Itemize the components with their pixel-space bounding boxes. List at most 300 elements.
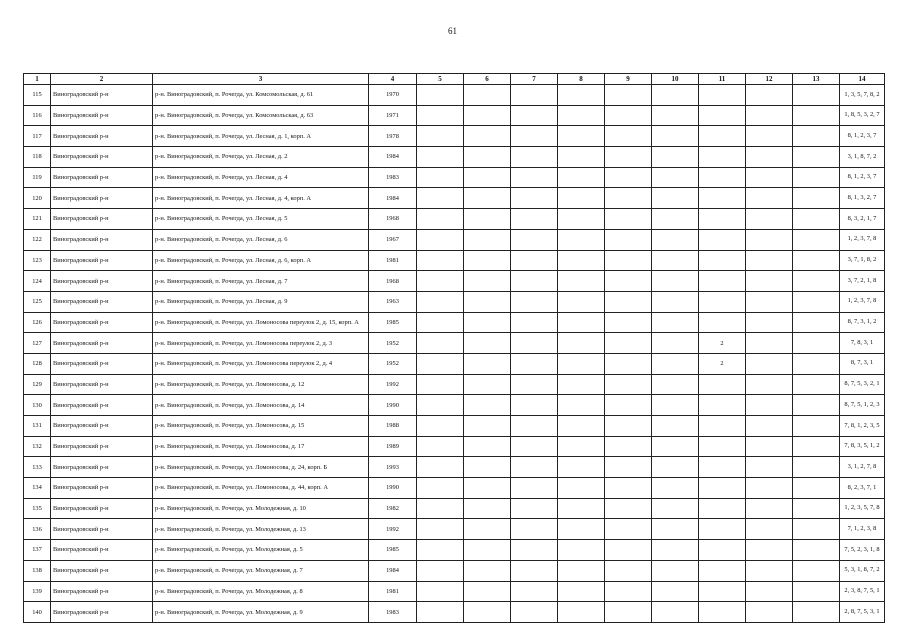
column-7-cell: [511, 602, 558, 623]
column-6-cell: [464, 188, 511, 209]
column-10-cell: [652, 540, 699, 561]
column-8-cell: [558, 147, 605, 168]
column-7-cell: [511, 395, 558, 416]
column-7-cell: [511, 478, 558, 499]
address-cell: р-н. Виноградовский, п. Рочегда, ул. Ломоносова переулок 2, д. 4: [153, 353, 369, 374]
column-8-cell: [558, 436, 605, 457]
column-6-cell: [464, 457, 511, 478]
column-12-cell: [746, 540, 793, 561]
column-8-cell: [558, 250, 605, 271]
column-8-cell: [558, 105, 605, 126]
column-6-cell: [464, 498, 511, 519]
header-row: [24, 74, 885, 85]
column-9-cell: [605, 560, 652, 581]
column-9-cell: [605, 209, 652, 230]
column-12-cell: [746, 229, 793, 250]
column-14-cell: 2, 3, 8, 7, 5, 1: [840, 581, 885, 602]
column-11-cell: [699, 478, 746, 499]
column-12-cell: [746, 333, 793, 354]
column-14-cell: 1, 2, 3, 7, 8: [840, 291, 885, 312]
column-header-9: 9: [605, 74, 652, 85]
row-number-cell: 128: [24, 353, 51, 374]
year-cell: 1984: [369, 147, 417, 168]
column-12-cell: [746, 416, 793, 437]
column-7-cell: [511, 85, 558, 106]
row-number-cell: 137: [24, 540, 51, 561]
column-12-cell: [746, 147, 793, 168]
column-11-cell: [699, 250, 746, 271]
column-12-cell: [746, 602, 793, 623]
column-13-cell: [793, 105, 840, 126]
column-5-cell: [417, 229, 464, 250]
column-9-cell: [605, 105, 652, 126]
column-8-cell: [558, 291, 605, 312]
column-6-cell: [464, 126, 511, 147]
column-13-cell: [793, 540, 840, 561]
column-8-cell: [558, 457, 605, 478]
table-row: [24, 312, 885, 333]
row-number-cell: 138: [24, 560, 51, 581]
year-cell: 1988: [369, 416, 417, 437]
column-13-cell: [793, 271, 840, 292]
column-10-cell: [652, 457, 699, 478]
column-12-cell: [746, 498, 793, 519]
column-10-cell: [652, 602, 699, 623]
column-10-cell: [652, 271, 699, 292]
column-8-cell: [558, 395, 605, 416]
column-6-cell: [464, 209, 511, 230]
column-8-cell: [558, 560, 605, 581]
column-7-cell: [511, 519, 558, 540]
column-5-cell: [417, 416, 464, 437]
column-14-cell: 8, 7, 3, 1: [840, 353, 885, 374]
row-number-cell: 121: [24, 209, 51, 230]
column-13-cell: [793, 209, 840, 230]
address-cell: р-н. Виноградовский, п. Рочегда, ул. Ломоносова, д. 24, корп. Б: [153, 457, 369, 478]
column-11-cell: [699, 519, 746, 540]
row-number-cell: 122: [24, 229, 51, 250]
column-13-cell: [793, 85, 840, 106]
table-row: [24, 602, 885, 623]
year-cell: 1983: [369, 167, 417, 188]
column-13-cell: [793, 291, 840, 312]
district-cell: Виноградовский р-н: [51, 167, 153, 188]
column-14-cell: 8, 7, 3, 1, 2: [840, 312, 885, 333]
column-6-cell: [464, 416, 511, 437]
column-9-cell: [605, 312, 652, 333]
row-number-cell: 140: [24, 602, 51, 623]
table-row: [24, 85, 885, 106]
address-cell: р-н. Виноградовский, п. Рочегда, ул. Лесная, д. 4, корп. А: [153, 188, 369, 209]
column-13-cell: [793, 519, 840, 540]
column-9-cell: [605, 374, 652, 395]
district-cell: Виноградовский р-н: [51, 395, 153, 416]
table-row: [24, 374, 885, 395]
column-12-cell: [746, 374, 793, 395]
column-10-cell: [652, 229, 699, 250]
column-9-cell: [605, 229, 652, 250]
column-8-cell: [558, 229, 605, 250]
address-cell: р-н. Виноградовский, п. Рочегда, ул. Лесная, д. 1, корп. А: [153, 126, 369, 147]
district-cell: Виноградовский р-н: [51, 498, 153, 519]
column-6-cell: [464, 229, 511, 250]
column-11-cell: [699, 271, 746, 292]
column-14-cell: 2, 8, 7, 5, 3, 1: [840, 602, 885, 623]
table-row: [24, 188, 885, 209]
column-14-cell: 7, 1, 2, 3, 8: [840, 519, 885, 540]
column-8-cell: [558, 188, 605, 209]
column-10-cell: [652, 105, 699, 126]
address-cell: р-н. Виноградовский, п. Рочегда, ул. Молодежная, д. 8: [153, 581, 369, 602]
district-cell: Виноградовский р-н: [51, 581, 153, 602]
district-cell: Виноградовский р-н: [51, 540, 153, 561]
column-13-cell: [793, 126, 840, 147]
column-8-cell: [558, 312, 605, 333]
district-cell: Виноградовский р-н: [51, 250, 153, 271]
column-7-cell: [511, 457, 558, 478]
column-8-cell: [558, 416, 605, 437]
column-10-cell: [652, 374, 699, 395]
column-7-cell: [511, 188, 558, 209]
column-7-cell: [511, 560, 558, 581]
column-11-cell: [699, 209, 746, 230]
column-6-cell: [464, 312, 511, 333]
table-row: [24, 560, 885, 581]
address-cell: р-н. Виноградовский, п. Рочегда, ул. Молодежная, д. 7: [153, 560, 369, 581]
column-10-cell: [652, 291, 699, 312]
district-cell: Виноградовский р-н: [51, 478, 153, 499]
column-13-cell: [793, 333, 840, 354]
year-cell: 1963: [369, 291, 417, 312]
column-14-cell: 1, 2, 3, 5, 7, 8: [840, 498, 885, 519]
column-11-cell: [699, 167, 746, 188]
row-number-cell: 132: [24, 436, 51, 457]
column-5-cell: [417, 126, 464, 147]
column-5-cell: [417, 85, 464, 106]
year-cell: 1989: [369, 436, 417, 457]
column-9-cell: [605, 581, 652, 602]
row-number-cell: 116: [24, 105, 51, 126]
address-cell: р-н. Виноградовский, п. Рочегда, ул. Ломоносова переулок 2, д. 3: [153, 333, 369, 354]
column-10-cell: [652, 209, 699, 230]
column-9-cell: [605, 167, 652, 188]
column-13-cell: [793, 188, 840, 209]
column-5-cell: [417, 395, 464, 416]
column-12-cell: [746, 436, 793, 457]
table-row: [24, 271, 885, 292]
table-row: [24, 395, 885, 416]
column-8-cell: [558, 271, 605, 292]
district-cell: Виноградовский р-н: [51, 85, 153, 106]
column-14-cell: 1, 8, 5, 3, 2, 7: [840, 105, 885, 126]
column-header-5: 5: [417, 74, 464, 85]
column-7-cell: [511, 312, 558, 333]
column-5-cell: [417, 353, 464, 374]
column-10-cell: [652, 395, 699, 416]
table-row: [24, 498, 885, 519]
column-6-cell: [464, 540, 511, 561]
row-number-cell: 119: [24, 167, 51, 188]
table-row: [24, 457, 885, 478]
column-12-cell: [746, 105, 793, 126]
year-cell: 1984: [369, 560, 417, 581]
column-5-cell: [417, 560, 464, 581]
column-7-cell: [511, 147, 558, 168]
row-number-cell: 136: [24, 519, 51, 540]
row-number-cell: 135: [24, 498, 51, 519]
address-cell: р-н. Виноградовский, п. Рочегда, ул. Ломоносова, д. 12: [153, 374, 369, 395]
column-5-cell: [417, 209, 464, 230]
column-9-cell: [605, 602, 652, 623]
column-14-cell: 8, 1, 2, 3, 7: [840, 167, 885, 188]
row-number-cell: 117: [24, 126, 51, 147]
column-13-cell: [793, 167, 840, 188]
column-11-cell: [699, 581, 746, 602]
column-8-cell: [558, 519, 605, 540]
column-14-cell: 7, 8, 3, 5, 1, 2: [840, 436, 885, 457]
column-13-cell: [793, 498, 840, 519]
column-5-cell: [417, 333, 464, 354]
column-9-cell: [605, 457, 652, 478]
district-cell: Виноградовский р-н: [51, 291, 153, 312]
column-7-cell: [511, 416, 558, 437]
column-5-cell: [417, 188, 464, 209]
column-14-cell: 8, 7, 5, 1, 2, 3: [840, 395, 885, 416]
column-12-cell: [746, 291, 793, 312]
column-header-4: 4: [369, 74, 417, 85]
column-10-cell: [652, 560, 699, 581]
district-cell: Виноградовский р-н: [51, 333, 153, 354]
column-7-cell: [511, 167, 558, 188]
column-11-cell: [699, 457, 746, 478]
column-10-cell: [652, 353, 699, 374]
column-5-cell: [417, 519, 464, 540]
table-row: [24, 105, 885, 126]
row-number-cell: 139: [24, 581, 51, 602]
year-cell: 1971: [369, 105, 417, 126]
year-cell: 1968: [369, 209, 417, 230]
column-10-cell: [652, 333, 699, 354]
column-6-cell: [464, 333, 511, 354]
column-14-cell: 1, 2, 3, 7, 8: [840, 229, 885, 250]
column-7-cell: [511, 209, 558, 230]
column-10-cell: [652, 519, 699, 540]
column-header-2: 2: [51, 74, 153, 85]
column-9-cell: [605, 188, 652, 209]
address-cell: р-н. Виноградовский, п. Рочегда, ул. Лесная, д. 7: [153, 271, 369, 292]
table-row: [24, 416, 885, 437]
year-cell: 1993: [369, 457, 417, 478]
column-11-cell: [699, 416, 746, 437]
column-9-cell: [605, 250, 652, 271]
address-cell: р-н. Виноградовский, п. Рочегда, ул. Ломоносова, д. 15: [153, 416, 369, 437]
column-5-cell: [417, 457, 464, 478]
column-6-cell: [464, 353, 511, 374]
column-6-cell: [464, 436, 511, 457]
column-7-cell: [511, 436, 558, 457]
column-11-cell: [699, 229, 746, 250]
column-11-cell: [699, 560, 746, 581]
column-12-cell: [746, 188, 793, 209]
column-10-cell: [652, 436, 699, 457]
building-register-table: [23, 73, 885, 623]
column-12-cell: [746, 312, 793, 333]
column-6-cell: [464, 602, 511, 623]
column-14-cell: 8, 1, 2, 3, 7: [840, 126, 885, 147]
column-5-cell: [417, 291, 464, 312]
column-10-cell: [652, 312, 699, 333]
year-cell: 1978: [369, 126, 417, 147]
address-cell: р-н. Виноградовский, п. Рочегда, ул. Лесная, д. 6, корп. А: [153, 250, 369, 271]
column-12-cell: [746, 395, 793, 416]
row-number-cell: 126: [24, 312, 51, 333]
column-11-cell: [699, 85, 746, 106]
column-10-cell: [652, 167, 699, 188]
column-6-cell: [464, 560, 511, 581]
column-13-cell: [793, 353, 840, 374]
column-5-cell: [417, 540, 464, 561]
column-11-cell: [699, 126, 746, 147]
column-6-cell: [464, 374, 511, 395]
district-cell: Виноградовский р-н: [51, 147, 153, 168]
column-5-cell: [417, 105, 464, 126]
address-cell: р-н. Виноградовский, п. Рочегда, ул. Лесная, д. 6: [153, 229, 369, 250]
column-6-cell: [464, 478, 511, 499]
column-6-cell: [464, 395, 511, 416]
column-6-cell: [464, 167, 511, 188]
column-header-3: 3: [153, 74, 369, 85]
column-12-cell: [746, 560, 793, 581]
column-8-cell: [558, 126, 605, 147]
year-cell: 1967: [369, 229, 417, 250]
column-11-cell: [699, 498, 746, 519]
column-header-8: 8: [558, 74, 605, 85]
column-11-cell: 2: [699, 353, 746, 374]
table-row: [24, 478, 885, 499]
column-11-cell: [699, 147, 746, 168]
row-number-cell: 130: [24, 395, 51, 416]
column-9-cell: [605, 353, 652, 374]
table-row: [24, 291, 885, 312]
district-cell: Виноградовский р-н: [51, 602, 153, 623]
column-11-cell: [699, 602, 746, 623]
year-cell: 1985: [369, 540, 417, 561]
year-cell: 1981: [369, 250, 417, 271]
column-11-cell: [699, 395, 746, 416]
year-cell: 1984: [369, 188, 417, 209]
column-6-cell: [464, 105, 511, 126]
column-header-7: 7: [511, 74, 558, 85]
row-number-cell: 134: [24, 478, 51, 499]
row-number-cell: 123: [24, 250, 51, 271]
column-7-cell: [511, 126, 558, 147]
address-cell: р-н. Виноградовский, п. Рочегда, ул. Молодежная, д. 9: [153, 602, 369, 623]
column-8-cell: [558, 478, 605, 499]
column-13-cell: [793, 478, 840, 499]
column-13-cell: [793, 374, 840, 395]
column-14-cell: 7, 8, 3, 1: [840, 333, 885, 354]
year-cell: 1983: [369, 602, 417, 623]
column-11-cell: [699, 374, 746, 395]
table-header: [24, 74, 885, 85]
district-cell: Виноградовский р-н: [51, 436, 153, 457]
column-header-6: 6: [464, 74, 511, 85]
row-number-cell: 127: [24, 333, 51, 354]
address-cell: р-н. Виноградовский, п. Рочегда, ул. Комсомольская, д. 61: [153, 85, 369, 106]
column-5-cell: [417, 602, 464, 623]
column-10-cell: [652, 126, 699, 147]
column-7-cell: [511, 291, 558, 312]
column-header-1: 1: [24, 74, 51, 85]
address-cell: р-н. Виноградовский, п. Рочегда, ул. Комсомольская, д. 63: [153, 105, 369, 126]
column-14-cell: 8, 1, 3, 2, 7: [840, 188, 885, 209]
column-9-cell: [605, 395, 652, 416]
row-number-cell: 131: [24, 416, 51, 437]
table-row: [24, 519, 885, 540]
column-header-12: 12: [746, 74, 793, 85]
table-row: [24, 353, 885, 374]
table-row: [24, 167, 885, 188]
column-12-cell: [746, 581, 793, 602]
column-14-cell: 5, 3, 1, 8, 7, 2: [840, 560, 885, 581]
year-cell: 1992: [369, 374, 417, 395]
column-14-cell: 8, 2, 3, 7, 1: [840, 478, 885, 499]
column-13-cell: [793, 250, 840, 271]
column-10-cell: [652, 147, 699, 168]
column-8-cell: [558, 498, 605, 519]
column-10-cell: [652, 581, 699, 602]
address-cell: р-н. Виноградовский, п. Рочегда, ул. Молодежная, д. 10: [153, 498, 369, 519]
column-14-cell: 7, 5, 2, 3, 1, 8: [840, 540, 885, 561]
address-cell: р-н. Виноградовский, п. Рочегда, ул. Лесная, д. 9: [153, 291, 369, 312]
column-13-cell: [793, 312, 840, 333]
column-5-cell: [417, 147, 464, 168]
column-13-cell: [793, 560, 840, 581]
row-number-cell: 133: [24, 457, 51, 478]
column-header-11: 11: [699, 74, 746, 85]
column-14-cell: 3, 1, 8, 7, 2: [840, 147, 885, 168]
column-9-cell: [605, 519, 652, 540]
table-row: [24, 229, 885, 250]
district-cell: Виноградовский р-н: [51, 457, 153, 478]
column-13-cell: [793, 457, 840, 478]
column-11-cell: [699, 540, 746, 561]
district-cell: Виноградовский р-н: [51, 229, 153, 250]
district-cell: Виноградовский р-н: [51, 126, 153, 147]
column-12-cell: [746, 85, 793, 106]
column-8-cell: [558, 540, 605, 561]
row-number-cell: 118: [24, 147, 51, 168]
row-number-cell: 120: [24, 188, 51, 209]
column-7-cell: [511, 374, 558, 395]
column-11-cell: [699, 105, 746, 126]
table-row: [24, 209, 885, 230]
district-cell: Виноградовский р-н: [51, 312, 153, 333]
column-9-cell: [605, 291, 652, 312]
column-7-cell: [511, 271, 558, 292]
row-number-cell: 124: [24, 271, 51, 292]
column-5-cell: [417, 498, 464, 519]
column-13-cell: [793, 416, 840, 437]
column-12-cell: [746, 457, 793, 478]
column-10-cell: [652, 478, 699, 499]
column-14-cell: 7, 8, 1, 2, 3, 5: [840, 416, 885, 437]
column-header-14: 14: [840, 74, 885, 85]
district-cell: Виноградовский р-н: [51, 560, 153, 581]
column-5-cell: [417, 167, 464, 188]
column-7-cell: [511, 229, 558, 250]
table-row: [24, 581, 885, 602]
